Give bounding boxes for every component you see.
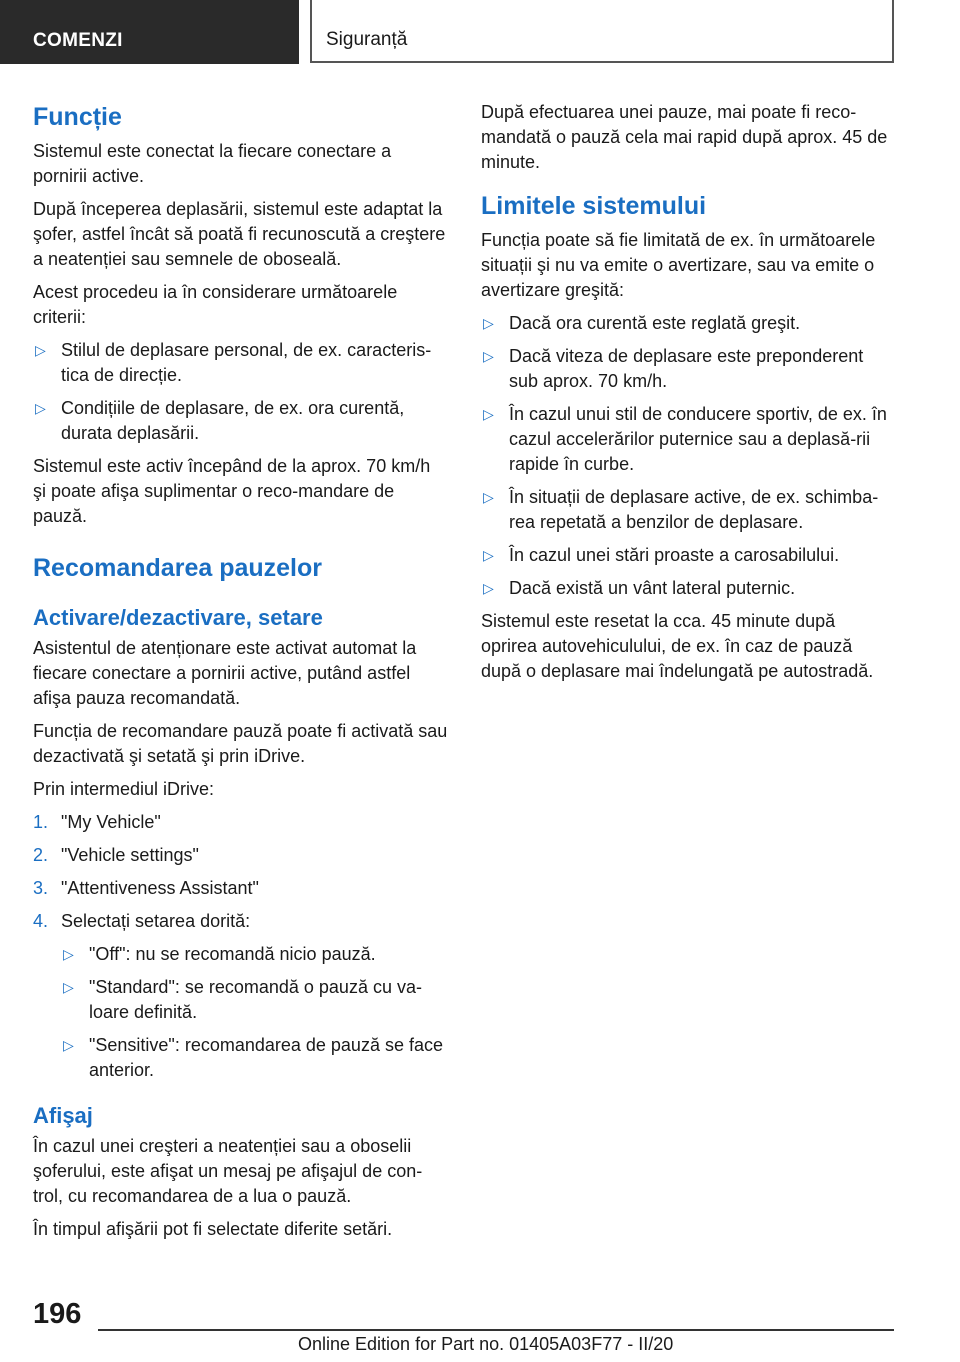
- right-column: [481, 100, 896, 692]
- triangle-right-icon: ▷: [63, 946, 74, 962]
- list-item: ▷ "Standard": se recomandă o pauză cu va‐loare definită.: [63, 977, 422, 1022]
- triangle-right-icon: ▷: [483, 315, 494, 331]
- paragraph: Asistentul de atenționare este activat automat la fiecare conectare a pornirii active, putând astfel afişa pauza recomandată.: [33, 638, 417, 708]
- triangle-right-icon: ▷: [35, 400, 46, 416]
- step-item: 4. Selectați setarea dorită: ▷ "Off": nu se recomandă nicio pauză. ▷ "Standard": se recomandă o pauză cu va‐loare definită. ▷ "Sensitive": recomandarea de pauză se face anterior.: [33, 909, 448, 1083]
- topic-title: Siguranță: [326, 29, 408, 50]
- list-item: ▷ Condițiile de deplasare, de ex. ora curentă, durata deplasării.: [35, 398, 405, 443]
- paragraph: Sistemul este conectat la fiecare conectare a pornirii active.: [33, 141, 392, 186]
- topic-tab: [310, 0, 894, 63]
- left-column: [33, 100, 448, 1250]
- step-item: 3. "Attentiveness Assistant": [33, 878, 259, 898]
- list-item: ▷ "Off": nu se recomandă nicio pauză.: [61, 942, 448, 967]
- heading-functie: Funcție: [33, 103, 122, 131]
- list-item: ▷ Dacă ora curentă este reglată greşit.: [481, 311, 896, 336]
- paragraph: Funcția de recomandare pauză poate fi activată sau dezactivată şi setată şi prin iDrive.: [33, 721, 448, 766]
- triangle-right-icon: ▷: [483, 348, 494, 364]
- step-item: 2. "Vehicle settings": [33, 845, 199, 865]
- step-item: 1. "My Vehicle": [33, 812, 161, 832]
- chapter-title: COMENZI: [33, 30, 123, 51]
- heading-afisaj: Afişaj: [33, 1103, 93, 1128]
- list-item: ▷ În cazul unei stări proaste a carosabilului.: [481, 543, 896, 568]
- paragraph: Sistemul este activ începând de la aprox. 70 km/h şi poate afişa suplimentar o reco‐mandare de pauză.: [33, 456, 431, 526]
- list-item: ▷ "Sensitive": recomandarea de pauză se face anterior.: [63, 1035, 443, 1080]
- paragraph: După începerea deplasării, sistemul este adaptat la şofer, astfel încât să poată fi recunoscută a creştere a neatenției sau semnele de oboseală.: [33, 199, 446, 269]
- paragraph: Prin intermediul iDrive:: [33, 779, 215, 799]
- triangle-right-icon: ▷: [63, 1037, 74, 1053]
- paragraph: În timpul afişării pot fi selectate diferite setări.: [33, 1219, 393, 1239]
- list-item: ▷ În situații de deplasare active, de ex. schimba‐rea repetată a benzilor de deplasare.: [483, 487, 879, 532]
- list-item: ▷ Dacă viteza de deplasare este preponderent sub aprox. 70 km/h.: [483, 346, 864, 391]
- steps-list: [33, 810, 448, 1083]
- triangle-right-icon: ▷: [483, 406, 494, 422]
- heading-recomandarea-pauzelor: Recomandarea pauzelor: [33, 554, 322, 582]
- heading-limitele-sistemului: Limitele sistemului: [481, 192, 707, 220]
- paragraph: Sistemul este resetat la cca. 45 minute după oprirea autovehiculului, de ex. în caz de pauză după o deplasare mai îndelungată pe autostradă.: [481, 611, 874, 681]
- criteria-list: [33, 338, 448, 446]
- chapter-tab: [0, 0, 299, 64]
- triangle-right-icon: ▷: [483, 489, 494, 505]
- paragraph: Funcția poate să fie limitată de ex. în următoarele situații şi nu va emite o avertizare, sau va emite o avertizare greşită:: [481, 230, 876, 300]
- paragraph: După efectuarea unei pauze, mai poate fi reco‐mandată o pauză cela mai rapid după aprox. 45 de minute.: [481, 102, 888, 172]
- triangle-right-icon: ▷: [35, 342, 46, 358]
- list-item: ▷ Stilul de deplasare personal, de ex. caracteris‐tica de direcție.: [35, 340, 432, 385]
- triangle-right-icon: ▷: [63, 979, 74, 995]
- list-item: ▷ Dacă există un vânt lateral puternic.: [481, 576, 896, 601]
- paragraph: Acest procedeu ia în considerare următoarele criterii:: [33, 282, 398, 327]
- list-item: ▷ În cazul unui stil de conducere sportiv, de ex. în cazul accelerărilor puternice sau a deplasă‐rii rapide în curbe.: [483, 404, 887, 474]
- triangle-right-icon: ▷: [483, 580, 494, 596]
- page-number: 196: [33, 1298, 82, 1330]
- triangle-right-icon: ▷: [483, 547, 494, 563]
- limits-list: [481, 311, 896, 601]
- heading-activare: Activare/dezactivare, setare: [33, 605, 323, 630]
- footer-divider: [98, 1329, 894, 1331]
- footer-edition: Online Edition for Part no. 01405A03F77 - II/20: [298, 1334, 674, 1354]
- paragraph: În cazul unei creşteri a neatenției sau a oboselii şoferului, este afişat un mesaj pe afişajul de con‐trol, cu recomandarea de a lua o pauză.: [33, 1136, 423, 1206]
- options-list: [61, 942, 448, 1083]
